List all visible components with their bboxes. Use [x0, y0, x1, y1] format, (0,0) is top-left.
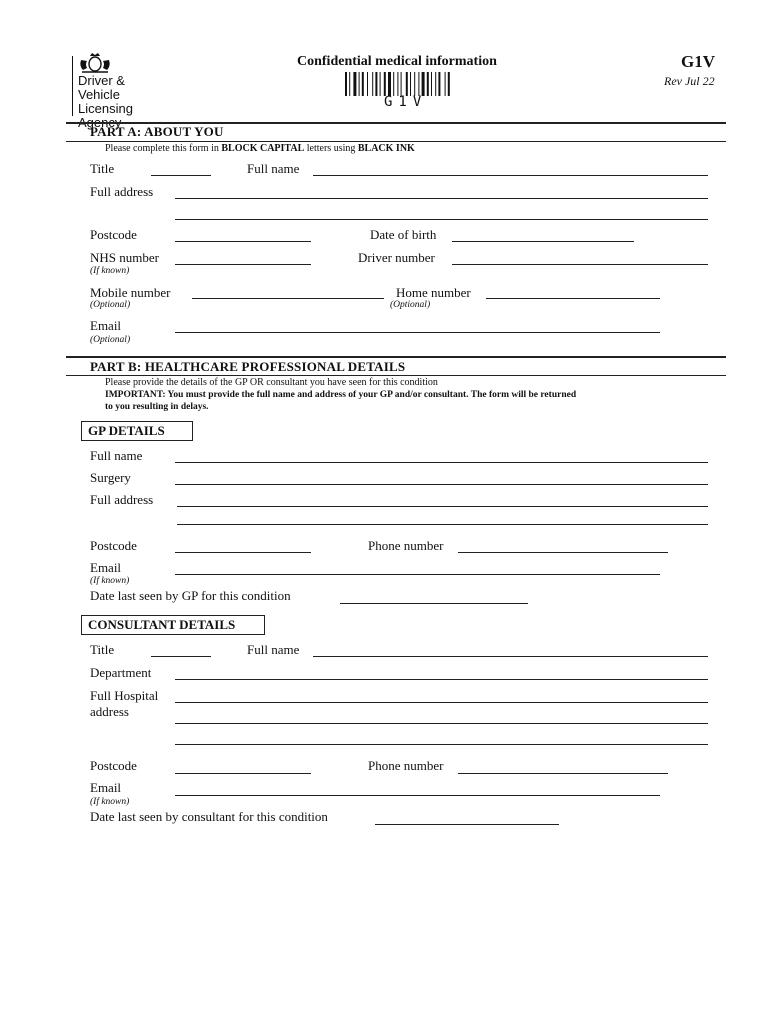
gp-full-name-label: Full name: [90, 448, 143, 463]
consultant-postcode-label: Postcode: [90, 758, 137, 773]
royal-crest-icon: [78, 52, 112, 74]
consultant-address-line-2-input[interactable]: [175, 723, 708, 724]
postcode-input[interactable]: [175, 241, 311, 242]
consultant-details-heading: CONSULTANT DETAILS: [81, 615, 265, 635]
postcode-label: Postcode: [90, 227, 137, 242]
mobile-number-input[interactable]: [192, 298, 384, 299]
gp-details-heading: GP DETAILS: [81, 421, 193, 441]
dob-input[interactable]: [452, 241, 634, 242]
consultant-department-label: Department: [90, 665, 152, 680]
full-name-input[interactable]: [313, 175, 708, 176]
consultant-title-input[interactable]: [151, 656, 211, 657]
page-title: Confidential medical information: [297, 54, 497, 69]
barcode-bar: [359, 72, 360, 96]
barcode-bar: [353, 72, 356, 96]
nhs-number-label: NHS number: [90, 250, 159, 265]
barcode-bar: [406, 72, 408, 96]
full-name-label: Full name: [247, 161, 300, 176]
consultant-phone-input[interactable]: [458, 773, 668, 774]
consultant-hospital-label-line1: Full Hospital: [90, 688, 159, 703]
gp-surgery-input[interactable]: [175, 484, 708, 485]
agency-name-line1: Driver & Vehicle: [78, 73, 125, 102]
email-note: (Optional): [90, 335, 131, 345]
agency-name-line3: Agency: [78, 115, 122, 130]
part-a-heading: PART A: ABOUT YOU: [90, 124, 224, 139]
gp-postcode-input[interactable]: [175, 552, 311, 553]
consultant-title-label: Title: [90, 642, 115, 657]
barcode-bar: [448, 72, 450, 96]
gp-address-line-1-input[interactable]: [177, 506, 708, 507]
address-line-1-input[interactable]: [175, 198, 708, 199]
barcode-bar: [384, 72, 386, 96]
home-number-note: (Optional): [390, 300, 431, 310]
barcode-bar: [345, 72, 347, 96]
consultant-hospital-label-line2: address: [90, 704, 129, 719]
consultant-department-input[interactable]: [175, 679, 708, 680]
consultant-address-line-3-input[interactable]: [175, 744, 708, 745]
barcode-bar: [445, 72, 446, 96]
address-line-2-input[interactable]: [175, 219, 708, 220]
barcode-bar: [401, 72, 402, 96]
gp-address-line-2-input[interactable]: [177, 524, 708, 525]
dob-label: Date of birth: [370, 227, 437, 242]
agency-name-line2: Licensing: [78, 101, 133, 116]
consultant-date-seen-label: Date last seen by consultant for this condition: [90, 809, 328, 824]
barcode-text: G1V: [384, 94, 428, 110]
title-label: Title: [90, 161, 115, 176]
important-note-line1: IMPORTANT: You must provide the full name and address of your GP and/or consultant. The form will be returned: [105, 390, 577, 400]
part-a-instruction: Please complete this form in BLOCK CAPITAL letters using BLACK INK: [105, 143, 415, 154]
barcode-bar: [375, 72, 377, 96]
email-input[interactable]: [175, 332, 660, 333]
gp-date-seen-input[interactable]: [340, 603, 528, 604]
consultant-address-line-1-input[interactable]: [175, 702, 708, 703]
barcode-bar: [397, 72, 398, 96]
email-label: Email: [90, 318, 122, 333]
gp-phone-label: Phone number: [368, 538, 444, 553]
gp-email-note: (If known): [90, 576, 130, 586]
barcode-bar: [435, 72, 436, 96]
barcode-bar: [431, 72, 432, 96]
consultant-full-name-input[interactable]: [313, 656, 708, 657]
gp-email-input[interactable]: [175, 574, 660, 575]
barcode: [345, 72, 469, 96]
gp-phone-input[interactable]: [458, 552, 668, 553]
gp-full-address-label: Full address: [90, 492, 154, 507]
barcode-bar: [422, 72, 425, 96]
consultant-email-label: Email: [90, 780, 122, 795]
barcode-bar: [349, 72, 350, 96]
consultant-email-input[interactable]: [175, 795, 660, 796]
barcode-bar: [388, 72, 391, 96]
mobile-number-note: (Optional): [90, 300, 131, 310]
consultant-email-note: (If known): [90, 797, 130, 807]
nhs-number-input[interactable]: [175, 264, 311, 265]
consultant-date-seen-input[interactable]: [375, 824, 559, 825]
form-code: G1V: [681, 52, 715, 71]
consultant-postcode-input[interactable]: [175, 773, 311, 774]
nhs-number-note: (If known): [90, 266, 130, 276]
barcode-bar: [372, 72, 373, 96]
full-address-label: Full address: [90, 184, 154, 199]
part-b-heading: PART B: HEALTHCARE PROFESSIONAL DETAILS: [90, 359, 406, 374]
home-number-input[interactable]: [486, 298, 660, 299]
important-note-line2: to you resulting in delays.: [105, 402, 209, 412]
mobile-number-label: Mobile number: [90, 285, 171, 300]
driver-number-input[interactable]: [452, 264, 708, 265]
barcode-bar: [418, 72, 419, 96]
gp-full-name-input[interactable]: [175, 462, 708, 463]
home-number-label: Home number: [396, 285, 471, 300]
title-input[interactable]: [151, 175, 211, 176]
gp-postcode-label: Postcode: [90, 538, 137, 553]
barcode-bar: [362, 72, 364, 96]
gp-surgery-label: Surgery: [90, 470, 131, 485]
barcode-bar: [410, 72, 411, 96]
consultant-phone-label: Phone number: [368, 758, 444, 773]
barcode-bar: [414, 72, 415, 96]
consultant-full-name-label: Full name: [247, 642, 300, 657]
gp-date-seen-label: Date last seen by GP for this condition: [90, 588, 291, 603]
revision-date: Rev Jul 22: [664, 74, 715, 88]
barcode-bar: [367, 72, 368, 96]
gp-email-label: Email: [90, 560, 122, 575]
driver-number-label: Driver number: [358, 250, 435, 265]
barcode-bar: [438, 72, 440, 96]
barcode-bar: [393, 72, 394, 96]
barcode-bar: [427, 72, 429, 96]
barcode-bar: [380, 72, 381, 96]
part-b-instruction: Please provide the details of the GP OR consultant you have seen for this condition: [105, 377, 438, 388]
